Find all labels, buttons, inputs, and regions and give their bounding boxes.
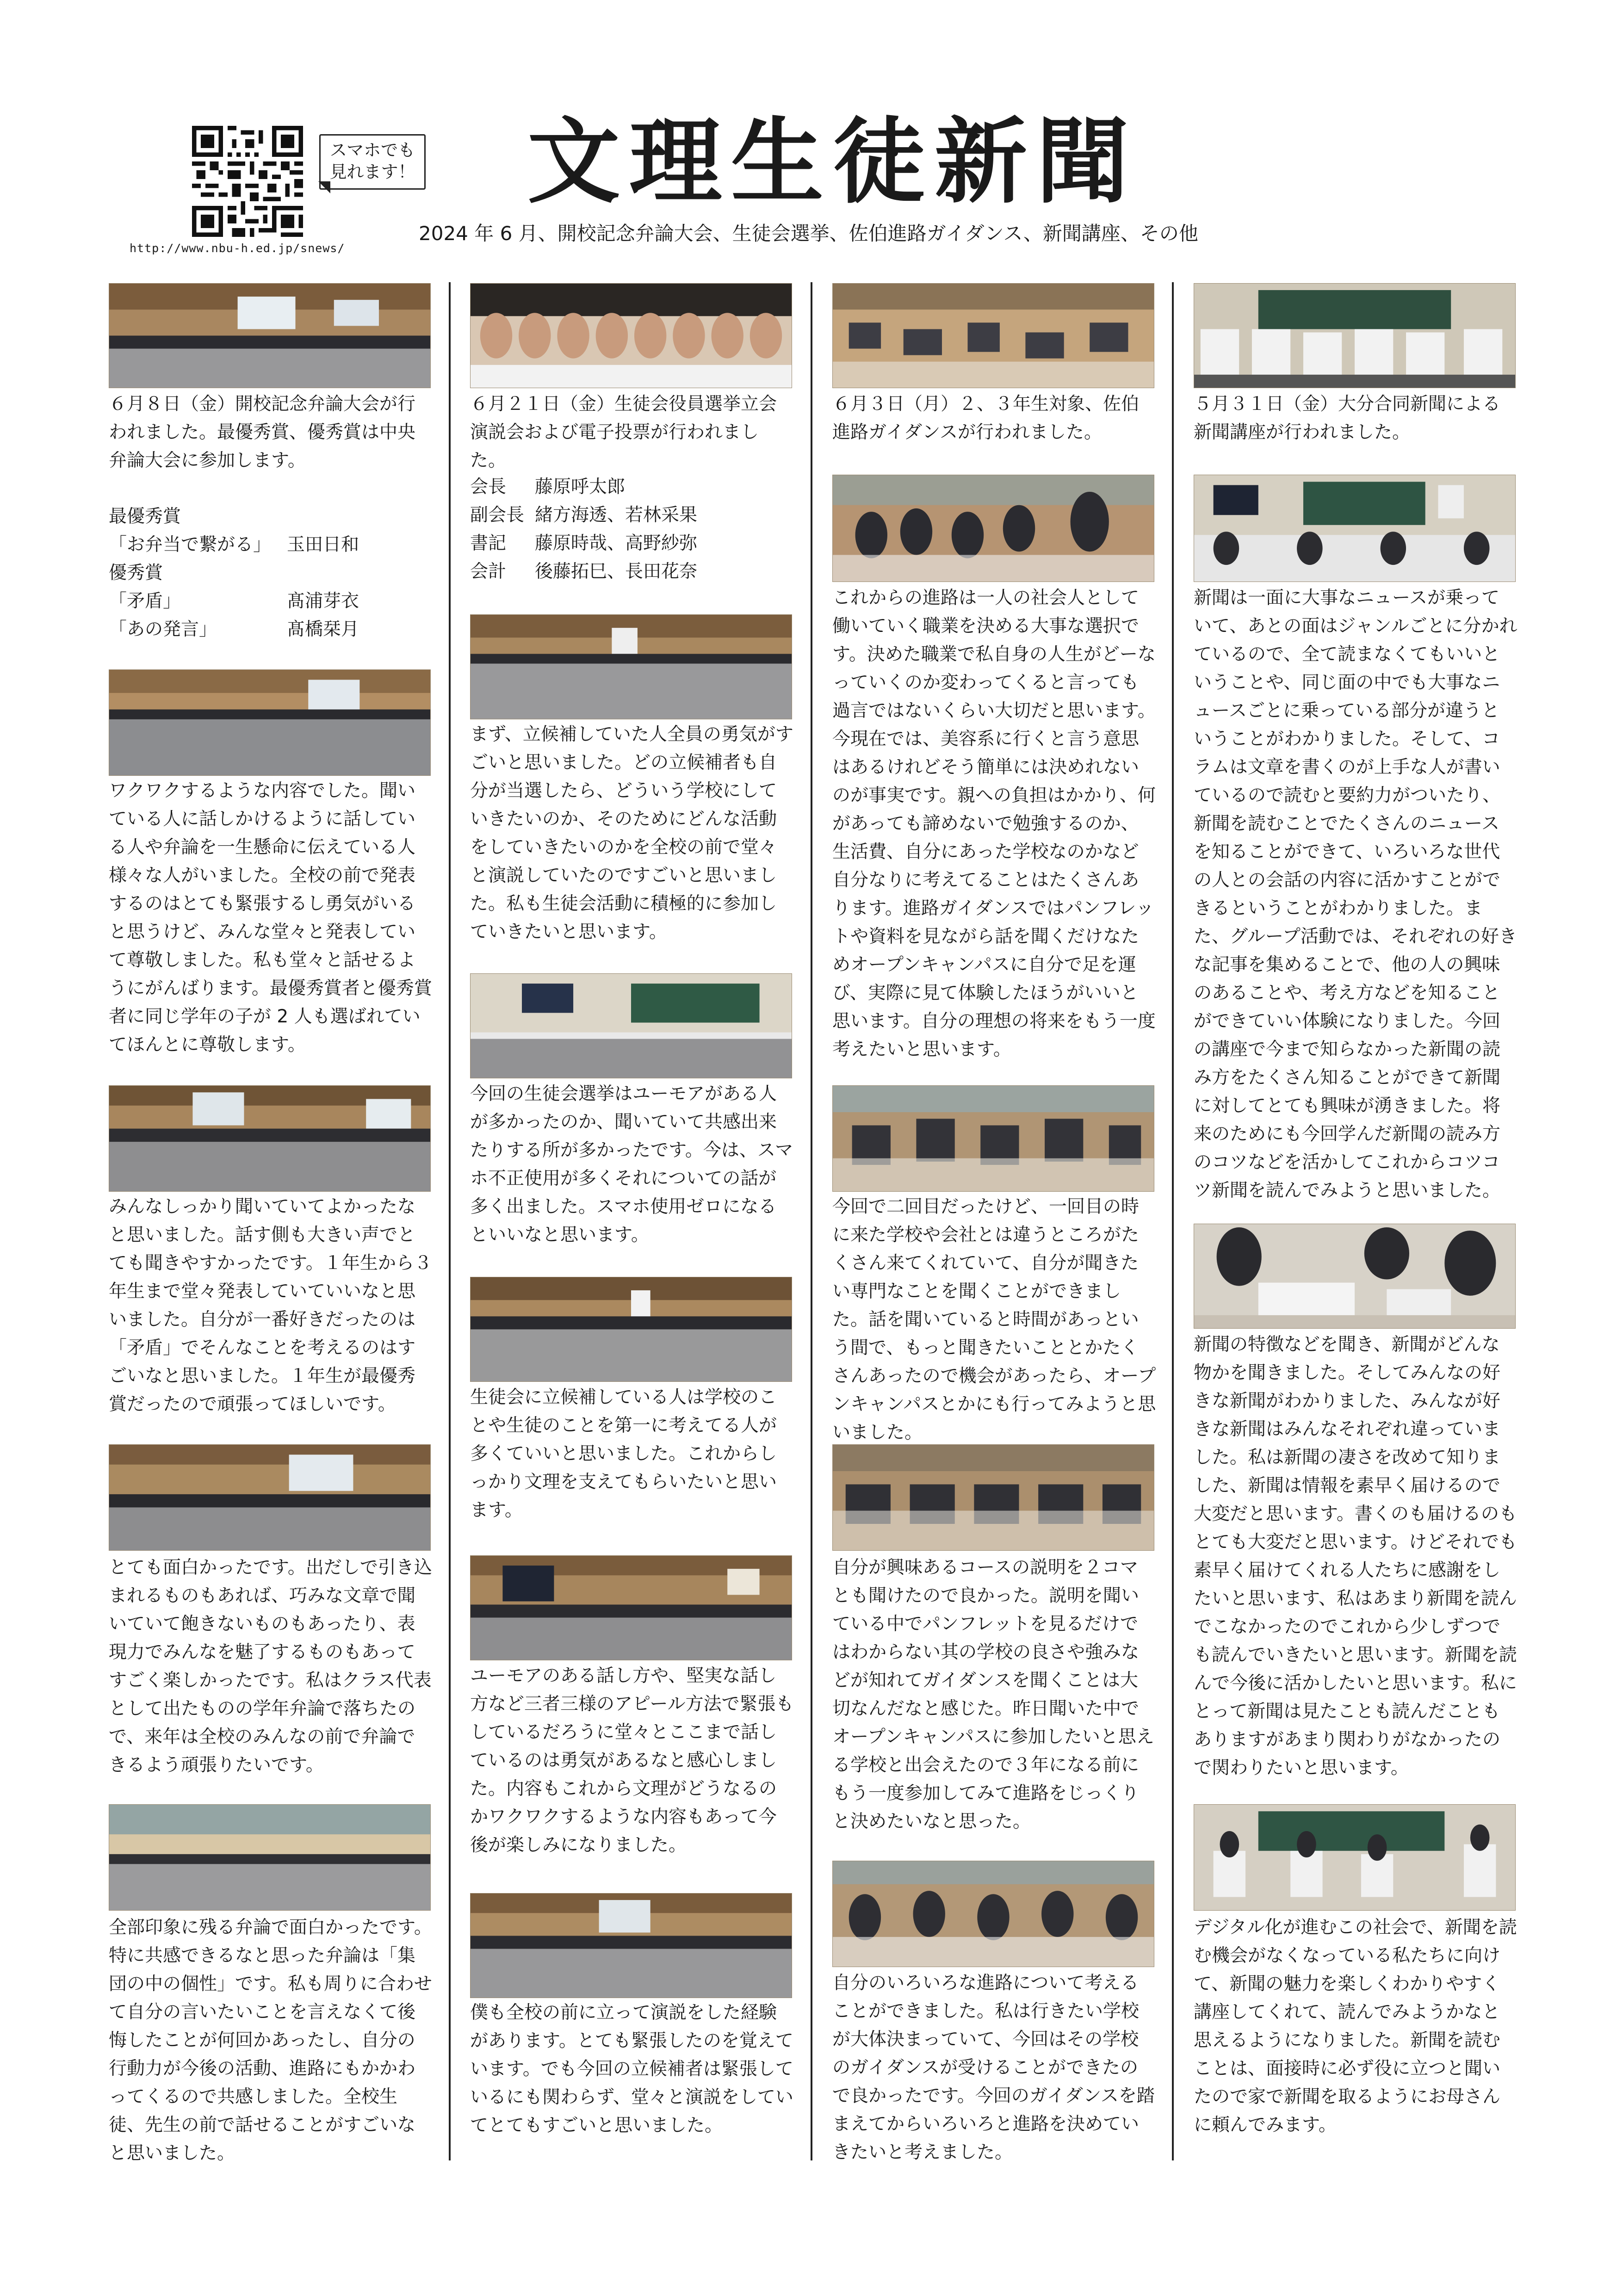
award-name: 玉田日和 — [287, 534, 359, 555]
election-screen-photo — [470, 1555, 792, 1660]
masthead-title: 文理生徒新聞 — [527, 107, 1139, 216]
officer-list — [470, 473, 697, 586]
career-tables-photo — [832, 1085, 1154, 1192]
qr-code[interactable] — [192, 126, 303, 237]
award-title: 「お弁当で繋がる」 — [109, 534, 272, 555]
career-students-photo — [832, 1861, 1154, 1967]
officer-names: 後藤拓巳、長田花奈 — [535, 561, 698, 582]
col4-comment-3: デジタル化が進むこの社会で、新聞を読む機会がなくなっている私たちに向けて、新聞の魅力を楽しくわかりやすく講座してくれて、読んでみようかなと思えるようになりました。新聞を読むことは、面接時に必ず役に立つと聞いたので家で新聞を取るようにお母さんに頼んでみます。 — [1194, 1917, 1517, 2135]
classroom-broadcast-photo — [470, 973, 792, 1078]
award-list — [109, 502, 433, 644]
col2-comment-1: まず、立候補していた人全員の勇気がすごいと思いました。どの立候補者も自分が当選したら、どういう学校にしていきたいのか、そのためにどんな活動をしていきたいのかを全校の前で堂々と演説していたのですごいと思いました。私も生徒会活動に積極的に参加していきたいと思います。 — [470, 724, 793, 942]
col1-comment-2: みんなしっかり聞いていてよかったなと思いました。話す側も大きい声でとても聞きやすかったです。１年生から３年生まで堂々発表していていいなと思いました。自分が一番好きだったのは「矛盾」でそんなことを考えるのはすごいなと思いました。１年生が最優秀賞だったので頑張ってほしいです。 — [109, 1196, 432, 1415]
election-speech-photo — [470, 1277, 792, 1382]
award-row — [109, 587, 433, 615]
col3-comment-1: これからの進路は一人の社会人として働いていく職業を決める大事な選択です。決めた職業で私自身の人生がどーなっていくのか変わってくると言っても過言ではないくらい大切だと思います。今現在では、美容系に行くと言う意思はあるけれどそう簡単には決めれないのが事実です。親への負担はかかり、何があっても諦めないで勉強するのか、生活費、自分にあった学校なのかなど自分なりに考えてることはたくさんあります。進路ガイダンスではパンフレットや資料を見ながら話を聞くだけなためオープンキャンパスに自分で足を運び、実際に見て体験したほうがいいと思います。自分の理想の将来をもう一度考えたいと思います。 — [832, 588, 1156, 1060]
col4-caption: ５月３１日（金）大分合同新聞による新聞講座が行われました。 — [1194, 394, 1501, 443]
column-rule — [811, 282, 812, 2160]
career-gym-photo — [832, 283, 1154, 388]
election-audience-photo — [470, 1893, 792, 1998]
col1-comment-1: ワクワクするような内容でした。聞いている人に話しかけるように話している人や弁論を一生懸命に伝えている人様々な人がいました。全校の前で発表するのはとても緊張するし勇気がいると思うけど、みんな堂々と発表していて尊敬しました。私も堂々と話せるようにがんばります。最優秀賞者と優秀賞者に同じ学年の子が 2 人も選ばれていてほんとに尊敬します。 — [109, 780, 432, 1055]
award-name: 髙橋栞月 — [287, 619, 359, 640]
qr-url[interactable]: http://www.nbu-h.ed.jp/snews/ — [130, 241, 345, 255]
column-rule — [1172, 282, 1174, 2160]
newspaper-class-photo — [1194, 283, 1516, 388]
col2-caption: ６月２１日（金）生徒会役員選挙立会演説会および電子投票が行われました。 — [470, 394, 777, 471]
speech-stage-photo — [109, 1085, 431, 1192]
col1-comment-4: 全部印象に残る弁論で面白かったです。特に共感できるなと思った弁論は「集団の中の個性」です。私も周りに合わせて自分の言いたいことを言えなくて後悔したことが何回かあったし、自分の行動力が今後の活動、進路にもかかわってくるので共感しました。全校生徒、先生の前で話せることがすごいなと思いました。 — [109, 1917, 432, 2164]
column-rule — [449, 282, 451, 2160]
newspaper-lecture-photo — [1194, 475, 1516, 582]
award-row — [109, 502, 433, 531]
award-title: 「矛盾」 — [109, 591, 181, 612]
candidates-photo — [470, 283, 792, 388]
bubble-line-2: 見れます！ — [329, 162, 415, 182]
award-name: 髙浦芽衣 — [287, 591, 359, 612]
award-row — [109, 531, 433, 559]
officer-row — [470, 557, 697, 586]
officer-row — [470, 501, 697, 529]
career-session-photo — [832, 1444, 1154, 1551]
officer-names: 藤原時哉、高野紗弥 — [535, 533, 698, 554]
speech-contest-photo — [109, 283, 431, 388]
officer-row — [470, 473, 697, 501]
newspaper-group-photo — [1194, 1224, 1516, 1329]
award-title: 「あの発言」 — [109, 619, 217, 640]
officer-role: 書記 — [470, 533, 507, 554]
career-booth-photo — [832, 475, 1154, 582]
col2-comment-5: 僕も全校の前に立って演説をした経験があります。とても緊張したのを覚えています。でも今回の立候補者は緊張しているにも関わらず、堂々と演説をしていてとてもすごいと思いました。 — [470, 2002, 793, 2136]
col2-comment-3: 生徒会に立候補している人は学校のことや生徒のことを第一に考えてる人が多くていいと思いました。これからしっかり文理を支えてもらいたいと思います。 — [470, 1387, 777, 1521]
award-row — [109, 559, 433, 587]
award-label: 優秀賞 — [109, 563, 163, 583]
col4-comment-2: 新聞の特徴などを聞き、新聞がどんな物かを聞きました。そしてみんなの好きな新聞がわかりました、みんなが好きな新聞はみんなそれぞれ違っていました。私は新聞の凄さを改めて知りました、新聞は情報を素早く届けるので大変だと思います。書くのも届けるのもとても大変だと思います。けどそれでも素早く届けてくれる人たちに感謝をしたいと思います、私はあまり新聞を読んでこなかったのでこれから少しずつでも読んでいきたいと思います。新聞を読んで今後に活かしたいと思います。私にとって新聞は見たことも読んだこともありますがあまり関わりがなかったので関わりたいと思います。 — [1194, 1334, 1517, 1778]
officer-row — [470, 529, 697, 557]
officer-role: 副会長 — [470, 505, 525, 526]
bubble-line-1: スマホでも — [329, 140, 415, 160]
award-row — [109, 615, 433, 644]
speech-bubble — [319, 134, 426, 190]
speech-screen-photo — [109, 1444, 431, 1551]
col3-comment-2: 今回で二回目だったけど、一回目の時に来た学校や会社とは違うところがたくさん来てくれていて、自分が聞きたい専門なことを聞くことができました。話を聞いていると時間があっという間で、もっと聞きたいこととかたくさんあったので機会があったら、オープンキャンパスとかにも行ってみようと思いました。 — [832, 1196, 1156, 1443]
speech-hall-photo — [109, 1804, 431, 1911]
speech-audience-photo — [109, 669, 431, 776]
award-label: 最優秀賞 — [109, 506, 181, 527]
election-hall-photo — [470, 614, 792, 719]
officer-names: 藤原呼太郎 — [535, 477, 626, 497]
col2-comment-2: 今回の生徒会選挙はユーモアがある人が多かったのか、聞いていて共感出来たりする所が多かったです。今は、スマホ不正使用が多くそれについての話が多く出ました。スマホ使用ゼロになるといいなと思います。 — [470, 1083, 793, 1245]
officer-names: 緒方海透、若林采果 — [535, 505, 698, 526]
col1-comment-3: とても面白かったです。出だしで引き込まれるものもあれば、巧みな文章で聞いていて飽きないものもあったり、表現力でみんなを魅了するものもあってすごく楽しかったです。私はクラス代表として出たものの学年弁論で落ちたので、来年は全校のみんなの前で弁論できるよう頑張りたいです。 — [109, 1557, 432, 1776]
officer-role: 会長 — [470, 477, 507, 497]
col3-comment-4: 自分のいろいろな進路について考えることができました。私は行きたい学校が大体決まっていて、今回はその学校のガイダンスが受けることができたので良かったです。今回のガイダンスを踏まえてからいろいろと進路を決めていきたいと考えました。 — [832, 1973, 1155, 2163]
newspaper-teacher-photo — [1194, 1804, 1516, 1911]
officer-role: 会計 — [470, 561, 507, 582]
col2-comment-4: ユーモアのある話し方や、堅実な話し方など三者三様のアピール方法で緊張もしているだろうに堂々とここまで話しているのは勇気があるなと感心しました。内容もこれから文理がどうなるのかワクワクするような内容もあって今後が楽しみになりました。 — [470, 1665, 794, 1856]
issue-subtitle: 2024 年 6 月、開校記念弁論大会、生徒会選挙、佐伯進路ガイダンス、新聞講座、その他 — [419, 222, 1198, 245]
col3-caption: ６月３日（月）２、３年生対象、佐伯進路ガイダンスが行われました。 — [832, 394, 1140, 443]
col1-caption: ６月８日（金）開校記念弁論大会が行われました。最優秀賞、優秀賞は中央弁論大会に参加します。 — [109, 394, 416, 471]
bubble-tail — [318, 181, 330, 193]
col4-comment-1: 新聞は一面に大事なニュースが乗っていて、あとの面はジャンルごとに分かれているので、全て読まなくてもいいということや、同じ面の中でも大事なニュースごとに乗っている部分が違うということがわかりました。そして、コラムは文章を書くのが上手な人が書いているので読むと要約力がついたり、新聞を読むことでたくさんのニュースを知ることができて、いろいろな世代の人との会話の内容に活かすことができるということがわかりました。また、グループ活動では、それぞれの好きな記事を集めることで、他の人の興味のあることや、考え方などを知ることができていい体験になりました。今回の講座で今まで知らなかった新聞の読み方をたくさん知ることができて新聞に対してとても興味が湧きました。将来のためにも今回学んだ新聞の読み方のコツなどを活かしてこれからコツコツ新聞を読んでみようと思いました。 — [1194, 588, 1518, 1201]
col3-comment-3: 自分が興味あるコースの説明を２コマとも聞けたので良かった。説明を聞いている中でパンフレットを見るだけではわからない其の学校の良さや強みなどが知れてガイダンスを聞くことは大切なんだなと感じた。昨日聞いた中でオープンキャンパスに参加したいと思える学校と出会えたので３年になる前にもう一度参加してみて進路をじっくりと決めたいなと思った。 — [832, 1557, 1154, 1832]
